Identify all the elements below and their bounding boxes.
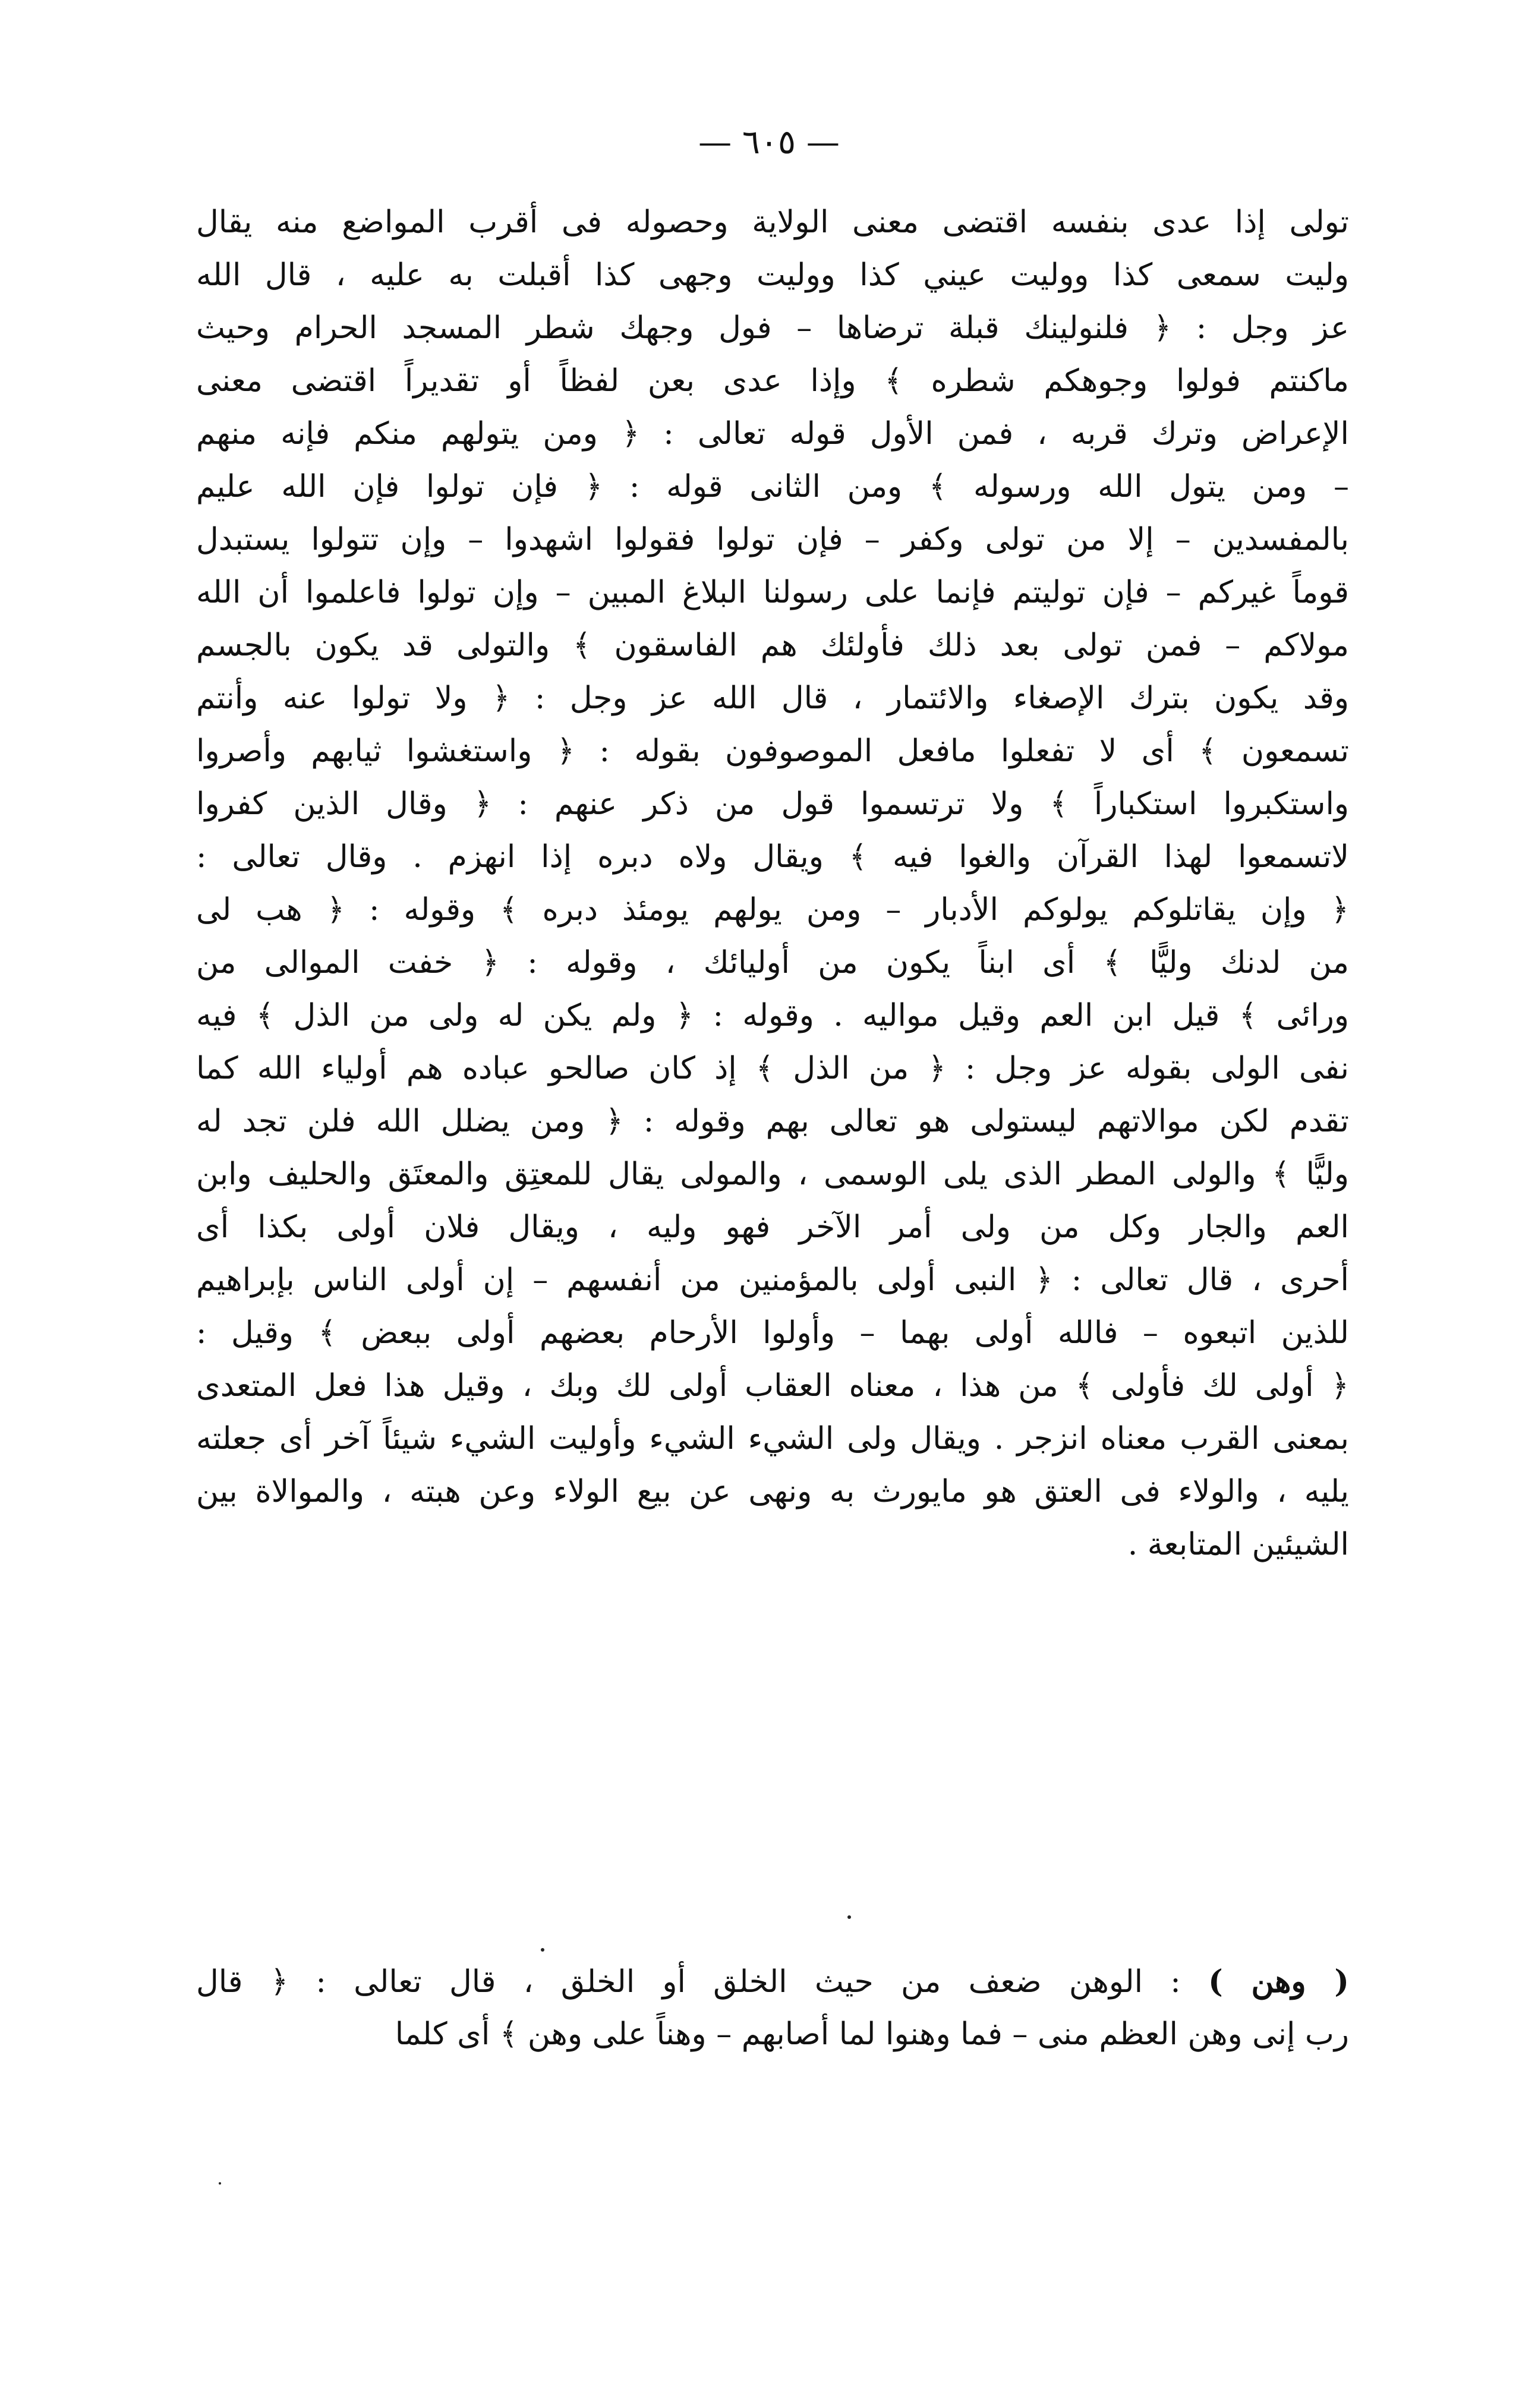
paragraph-line: ورائى ﴾ قيل ابن العم وقيل مواليه . وقوله : ﴿ ولم يكن له ولى من الذل ﴾ فيه <box>196 998 1349 1033</box>
paragraph-line: تولى إذا عدى بنفسه اقتضى معنى الولاية وحصوله فى أقرب المواضع منه يقال <box>196 204 1349 240</box>
paragraph-line: بالمفسدين – إلا من تولى وكفر – فإن تولوا فقولوا اشهدوا – وإن تتولوا يستبدل <box>196 522 1349 557</box>
paragraph-line: العم والجار وكل من ولى أمر الآخر فهو وليه ، ويقال فلان أولى بكذا أى <box>196 1209 1349 1245</box>
paragraph-line: نفى الولى بقوله عز وجل : ﴿ من الذل ﴾ إذ كان صالحو عباده هم أولياء الله كما <box>196 1051 1349 1086</box>
paragraph-line: الإعراض وترك قربه ، فمن الأول قوله تعالى : ﴿ ومن يتولهم منكم فإنه منهم <box>196 416 1349 452</box>
paragraph-line: ﴿ أولى لك فأولى ﴾ من هذا ، معناه العقاب أولى لك وبك ، وقيل هذا فعل المتعدى <box>196 1368 1349 1404</box>
paragraph-line: تقدم لكن موالاتهم ليستولى هو تعالى بهم وقوله : ﴿ ومن يضلل الله فلن تجد له <box>196 1104 1349 1139</box>
paragraph-whn <box>196 1955 1349 2061</box>
paragraph-line: عز وجل : ﴿ فلنولينك قبلة ترضاها – فول وجهك شطر المسجد الحرام وحيث <box>196 310 1349 346</box>
paragraph-line: وليًّا ﴾ والولى المطر الذى يلى الوسمى ، والمولى يقال للمعتِق والمعتَق والحليف وابن <box>196 1156 1349 1192</box>
page-number: — ٦٠٥ — <box>698 123 840 162</box>
paragraph-line: – ومن يتول الله ورسوله ﴾ ومن الثانى قوله : ﴿ فإن تولوا فإن الله عليم <box>196 469 1349 505</box>
paragraph-line: ﴿ وإن يقاتلوكم يولوكم الأدبار – ومن يولهم يومئذ دبره ﴾ وقوله : ﴿ هب لى <box>196 892 1349 928</box>
paragraph-line: وقد يكون بترك الإصغاء والائتمار ، قال الله عز وجل : ﴿ ولا تولوا عنه وأنتم <box>196 680 1349 716</box>
scan-speck <box>219 2182 221 2185</box>
entry-heading: ( وهن ) <box>1208 1963 1349 2000</box>
paragraph-line: لاتسمعوا لهذا القرآن والغوا فيه ﴾ ويقال ولاه دبره إذا انهزم . وقال تعالى : <box>196 839 1349 875</box>
paragraph-line: وليت سمعى كذا ووليت عيني كذا ووليت وجهى كذا أقبلت به عليه ، قال الله <box>196 257 1349 293</box>
paragraph-line: يليه ، والولاء فى العتق هو مايورث به ونهى عن بيع الولاء وعن هبته ، والموالاة بين <box>196 1474 1349 1509</box>
scan-speck <box>847 1915 851 1919</box>
paragraph-line <box>196 1955 1349 2008</box>
paragraph-line: رب إنى وهن العظم منى – فما وهنوا لما أصابهم – وهناً على وهن ﴾ أى كلما <box>395 2016 1349 2052</box>
paragraph-vly <box>196 196 1349 1571</box>
entry-text: : الوهن ضعف من حيث الخلق أو الخلق ، قال تعالى : ﴿ قال <box>196 1964 1209 2000</box>
paragraph-line: مولاكم – فمن تولى بعد ذلك فأولئك هم الفاسقون ﴾ والتولى قد يكون بالجسم <box>196 628 1349 663</box>
paragraph-line: من لدنك وليًّا ﴾ أى ابناً يكون من أوليائك ، وقوله : ﴿ خفت الموالى من <box>196 945 1349 981</box>
paragraph-line: الشيئين المتابعة . <box>1127 1527 1349 1562</box>
paragraph-line: أحرى ، قال تعالى : ﴿ النبى أولى بالمؤمنين من أنفسهم – إن أولى الناس بإبراهيم <box>196 1262 1349 1298</box>
paragraph-line: تسمعون ﴾ أى لا تفعلوا مافعل الموصوفون بقوله : ﴿ واستغشوا ثيابهم وأصروا <box>196 733 1349 769</box>
paragraph-line: للذين اتبعوه – فالله أولى بهما – وأولوا الأرحام بعضهم أولى ببعض ﴾ وقيل : <box>196 1315 1349 1351</box>
paragraph-line: واستكبروا استكباراً ﴾ ولا ترتسموا قول من ذكر عنهم : ﴿ وقال الذين كفروا <box>196 786 1349 822</box>
paragraph-line: ماكنتم فولوا وجوهكم شطره ﴾ وإذا عدى بعن لفظاً أو تقديراً اقتضى معنى <box>196 363 1349 399</box>
paragraph-line: قوماً غيركم – فإن توليتم فإنما على رسولنا البلاغ المبين – وإن تولوا فاعلموا أن الله <box>196 575 1349 610</box>
paragraph-line: بمعنى القرب معناه انزجر . ويقال ولى الشيء الشيء وأوليت الشيء شيئاً آخر أى جعلته <box>196 1421 1349 1457</box>
scan-speck <box>541 1948 544 1952</box>
